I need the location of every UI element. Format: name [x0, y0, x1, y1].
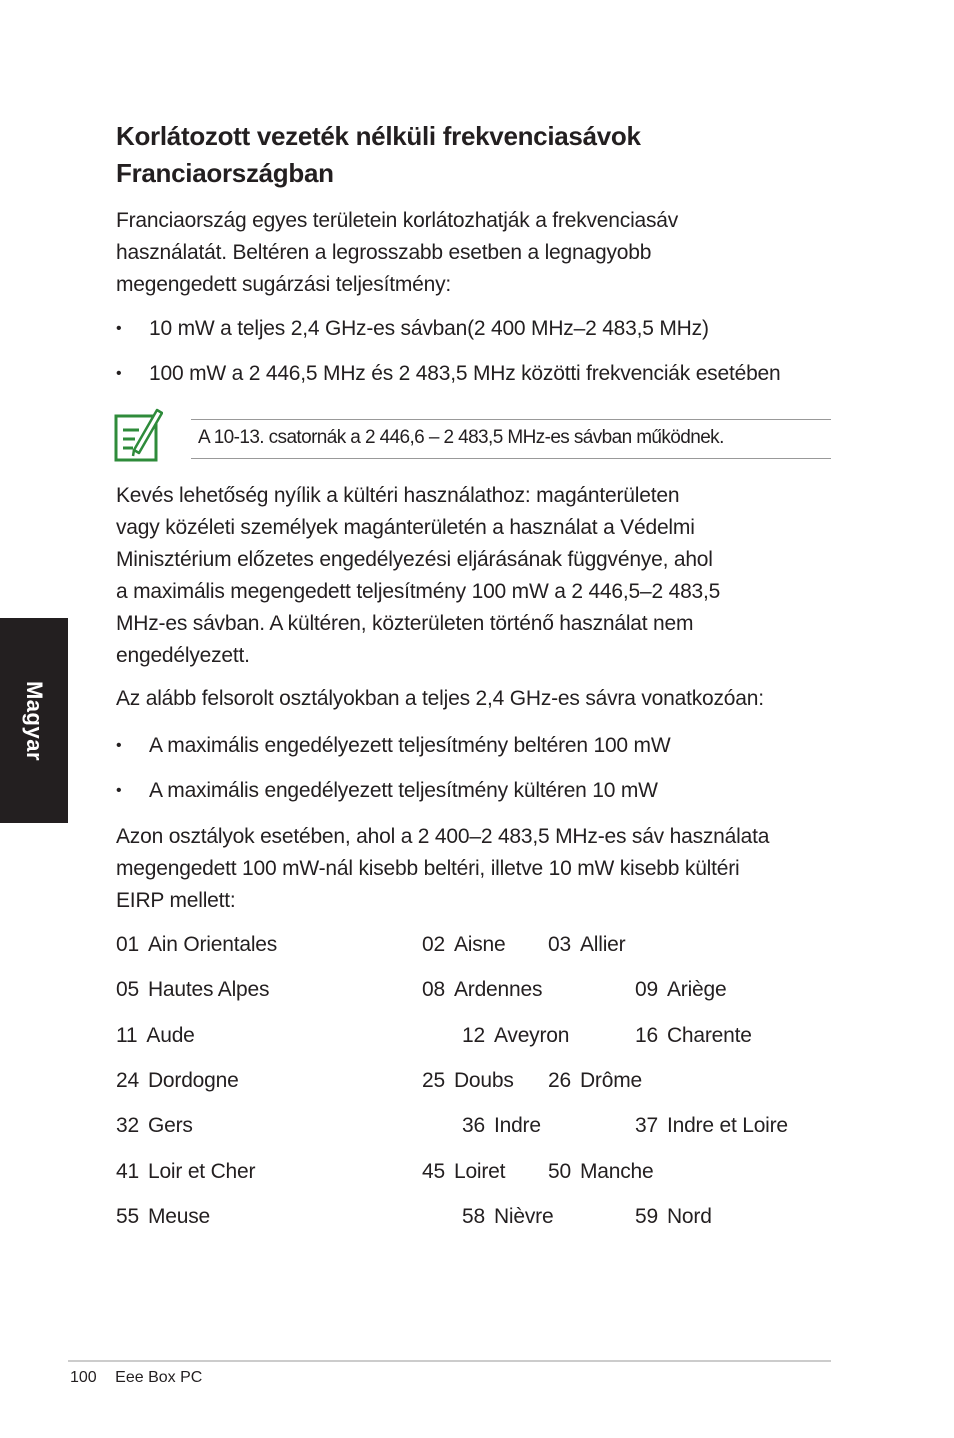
department-name: Doubs	[453, 1069, 514, 1092]
department-name: Charente	[666, 1024, 752, 1047]
department-item	[635, 1201, 712, 1233]
department-name: Manche	[579, 1160, 654, 1183]
department-item	[116, 1020, 195, 1052]
bullet-marker: •	[116, 782, 122, 799]
department-number: 16	[635, 1024, 658, 1047]
footer-rule	[68, 1360, 831, 1362]
paragraph-line: a maximális megengedett teljesítmény 100 mW a 2 446,5–2 483,5	[116, 580, 721, 603]
department-number: 37	[635, 1114, 658, 1137]
intro-line: Franciaország egyes területein korlátozhatják a frekvenciasáv	[116, 209, 679, 232]
department-name: Ardennes	[453, 978, 543, 1001]
note-top-rule	[191, 419, 831, 420]
department-item	[116, 1156, 255, 1188]
bullet-marker: •	[116, 365, 122, 382]
department-row	[116, 1110, 856, 1142]
department-item	[635, 974, 726, 1006]
paragraph-line: Azon osztályok esetében, ahol a 2 400–2 483,5 MHz-es sáv használata	[116, 825, 770, 848]
paragraph-line: megengedett 100 mW-nál kisebb beltéri, illetve 10 mW kisebb kültéri	[116, 857, 740, 880]
department-number: 59	[635, 1205, 658, 1228]
note-pencil-icon	[113, 406, 163, 464]
department-name: Drôme	[579, 1069, 642, 1092]
department-item	[635, 1110, 788, 1142]
department-row	[116, 1156, 856, 1188]
department-number: 55	[116, 1205, 139, 1228]
department-number: 09	[635, 978, 658, 1001]
title-line-1: Korlátozott vezeték nélküli frekvenciasávok	[116, 121, 641, 151]
department-number: 24	[116, 1069, 139, 1092]
department-item	[422, 974, 542, 1006]
bullet-marker: •	[116, 320, 122, 337]
department-number: 41	[116, 1160, 139, 1183]
eirp-paragraph	[116, 821, 836, 917]
department-name: Gers	[147, 1114, 193, 1137]
department-item	[635, 1020, 752, 1052]
paragraph-line: EIRP mellett:	[116, 889, 236, 912]
language-tab-label: Magyar	[22, 680, 47, 761]
classes-paragraph: Az alább felsorolt osztályokban a teljes 2,4 GHz-es sávra vonatkozóan:	[116, 687, 764, 710]
department-name: Dordogne	[147, 1069, 239, 1092]
title-line-2: Franciaországban	[116, 158, 334, 188]
paragraph-line: MHz-es sávban. A kültéren, közterületen történő használat nem	[116, 612, 694, 635]
department-name: Aveyron	[493, 1024, 570, 1047]
list-item-text: A maximális engedélyezett teljesítmény beltéren 100 mW	[149, 734, 671, 757]
department-item	[116, 929, 277, 961]
list-item-text: A maximális engedélyezett teljesítmény kültéren 10 mW	[149, 779, 658, 802]
department-number: 02	[422, 933, 445, 956]
department-number: 25	[422, 1069, 445, 1092]
page-number: 100	[70, 1369, 97, 1386]
department-row	[116, 1201, 856, 1233]
department-name: Nièvre	[493, 1205, 554, 1228]
intro-line: megengedett sugárzási teljesítmény:	[116, 273, 452, 296]
department-name: Loiret	[453, 1160, 506, 1183]
department-item	[462, 1110, 541, 1142]
department-item	[548, 929, 625, 961]
department-name: Aisne	[453, 933, 506, 956]
paragraph-line: Kevés lehetőség nyílik a kültéri használathoz: magánterületen	[116, 484, 680, 507]
department-item	[116, 974, 269, 1006]
department-name: Indre et Loire	[666, 1114, 788, 1137]
note-bottom-rule	[191, 458, 831, 459]
department-number: 45	[422, 1160, 445, 1183]
paragraph-line: Minisztérium előzetes engedélyezési eljárásának függvénye, ahol	[116, 548, 713, 571]
department-row	[116, 974, 856, 1006]
list-item-text: 100 mW a 2 446,5 MHz és 2 483,5 MHz közötti frekvenciák esetében	[149, 362, 781, 385]
department-item	[548, 1065, 642, 1097]
department-number: 32	[116, 1114, 139, 1137]
department-name: Aude	[146, 1024, 195, 1047]
department-number: 26	[548, 1069, 571, 1092]
department-item	[462, 1201, 553, 1233]
paragraph-line: engedélyezett.	[116, 644, 250, 667]
department-item	[116, 1110, 193, 1142]
department-number: 01	[116, 933, 139, 956]
page-footer	[70, 1367, 202, 1389]
intro-line: használatát. Beltéren a legrosszabb esetben a legnagyobb	[116, 241, 652, 264]
department-name: Allier	[579, 933, 626, 956]
department-item	[548, 1156, 653, 1188]
department-item	[422, 1065, 514, 1097]
department-number: 12	[462, 1024, 485, 1047]
outdoor-paragraph	[116, 480, 836, 672]
department-number: 11	[116, 1024, 138, 1047]
department-name: Ariège	[666, 978, 727, 1001]
department-name: Hautes Alpes	[147, 978, 270, 1001]
department-item	[422, 929, 506, 961]
department-item	[422, 1156, 505, 1188]
department-item	[462, 1020, 569, 1052]
department-number: 03	[548, 933, 571, 956]
department-name: Indre	[493, 1114, 541, 1137]
department-name: Meuse	[147, 1205, 210, 1228]
language-side-tab	[0, 618, 68, 823]
department-number: 08	[422, 978, 445, 1001]
department-number: 58	[462, 1205, 485, 1228]
department-item	[116, 1201, 210, 1233]
department-row	[116, 1065, 856, 1097]
bullet-marker: •	[116, 737, 122, 754]
product-name: Eee Box PC	[115, 1369, 203, 1386]
page-title	[116, 118, 836, 192]
intro-paragraph	[116, 205, 836, 301]
department-name: Ain Orientales	[147, 933, 278, 956]
list-item-text: 10 mW a teljes 2,4 GHz-es sávban(2 400 MHz–2 483,5 MHz)	[149, 317, 709, 340]
department-item	[116, 1065, 239, 1097]
department-number: 50	[548, 1160, 571, 1183]
department-name: Nord	[666, 1205, 712, 1228]
department-row	[116, 1020, 856, 1052]
note-text: A 10-13. csatornák a 2 446,6 – 2 483,5 MHz-es sávban működnek.	[198, 427, 724, 448]
department-number: 36	[462, 1114, 485, 1137]
department-number: 05	[116, 978, 139, 1001]
paragraph-line: vagy közéleti személyek magánterületén a használat a Védelmi	[116, 516, 695, 539]
department-name: Loir et Cher	[147, 1160, 256, 1183]
department-row	[116, 929, 856, 961]
